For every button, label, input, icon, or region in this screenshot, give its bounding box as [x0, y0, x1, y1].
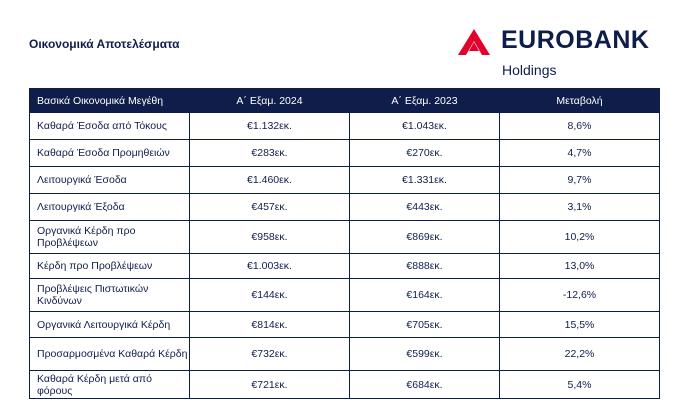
- cell-h1-2024: €1.132εκ.: [190, 113, 350, 140]
- cell-change: 13,0%: [500, 254, 660, 279]
- cell-h1-2023: €164εκ.: [350, 279, 500, 312]
- table-row: [30, 254, 660, 279]
- cell-label: Προσαρμοσμένα Καθαρά Κέρδη: [30, 338, 190, 371]
- cell-h1-2024: €144εκ.: [190, 279, 350, 312]
- cell-h1-2024: €814εκ.: [190, 312, 350, 338]
- cell-label: Οργανικά Λειτουργικά Κέρδη: [30, 312, 190, 338]
- logo-brand-text: EUROBANK: [501, 26, 650, 54]
- cell-change: 4,7%: [500, 140, 660, 167]
- cell-change: 9,7%: [500, 167, 660, 194]
- cell-change: 15,5%: [500, 312, 660, 338]
- eurobank-logo-icon: [457, 28, 491, 56]
- table-row: [30, 221, 660, 254]
- table-row: [30, 140, 660, 167]
- logo-subtitle: Holdings: [502, 62, 557, 78]
- table-row: [30, 312, 660, 338]
- cell-change: 22,2%: [500, 338, 660, 371]
- cell-h1-2024: €1.460εκ.: [190, 167, 350, 194]
- table-row: [30, 194, 660, 221]
- table-row: [30, 279, 660, 312]
- document-title: Οικονομικά Αποτελέσματα: [29, 37, 180, 51]
- cell-h1-2023: €1.331εκ.: [350, 167, 500, 194]
- table-header-row: [30, 89, 660, 113]
- eurobank-logo: [457, 26, 667, 78]
- table-row: [30, 371, 660, 399]
- cell-label: Οργανικά Κέρδη προ Προβλέψεων: [30, 221, 190, 254]
- header-change: Μεταβολή: [500, 89, 660, 113]
- table-row: [30, 167, 660, 194]
- cell-label: Προβλέψεις Πιστωτικών Κινδύνων: [30, 279, 190, 312]
- cell-label: Λειτουργικά Έξοδα: [30, 194, 190, 221]
- header-h1-2023: Α΄ Εξαμ. 2023: [350, 89, 500, 113]
- cell-h1-2024: €721εκ.: [190, 371, 350, 399]
- cell-h1-2024: €1.003εκ.: [190, 254, 350, 279]
- cell-h1-2024: €732εκ.: [190, 338, 350, 371]
- cell-h1-2023: €888εκ.: [350, 254, 500, 279]
- cell-change: 3,1%: [500, 194, 660, 221]
- header-h1-2024: Α΄ Εξαμ. 2024: [190, 89, 350, 113]
- cell-label: Καθαρά Κέρδη μετά από φόρους: [30, 371, 190, 399]
- cell-h1-2023: €1.043εκ.: [350, 113, 500, 140]
- table-row: [30, 113, 660, 140]
- cell-change: 5,4%: [500, 371, 660, 399]
- cell-h1-2024: €958εκ.: [190, 221, 350, 254]
- cell-h1-2023: €705εκ.: [350, 312, 500, 338]
- cell-change: 8,6%: [500, 113, 660, 140]
- cell-label: Κέρδη προ Προβλέψεων: [30, 254, 190, 279]
- cell-label: Λειτουργικά Έσοδα: [30, 167, 190, 194]
- cell-h1-2023: €599εκ.: [350, 338, 500, 371]
- cell-h1-2023: €443εκ.: [350, 194, 500, 221]
- header-metric: Βασικά Οικονομικά Μεγέθη: [30, 89, 190, 113]
- cell-label: Καθαρά Έσοδα από Τόκους: [30, 113, 190, 140]
- cell-h1-2024: €283εκ.: [190, 140, 350, 167]
- cell-h1-2023: €684εκ.: [350, 371, 500, 399]
- cell-h1-2023: €869εκ.: [350, 221, 500, 254]
- cell-h1-2023: €270εκ.: [350, 140, 500, 167]
- cell-label: Καθαρά Έσοδα Προμηθειών: [30, 140, 190, 167]
- financial-results-table: [29, 88, 660, 399]
- cell-change: -12,6%: [500, 279, 660, 312]
- cell-change: 10,2%: [500, 221, 660, 254]
- cell-h1-2024: €457εκ.: [190, 194, 350, 221]
- table-row: [30, 338, 660, 371]
